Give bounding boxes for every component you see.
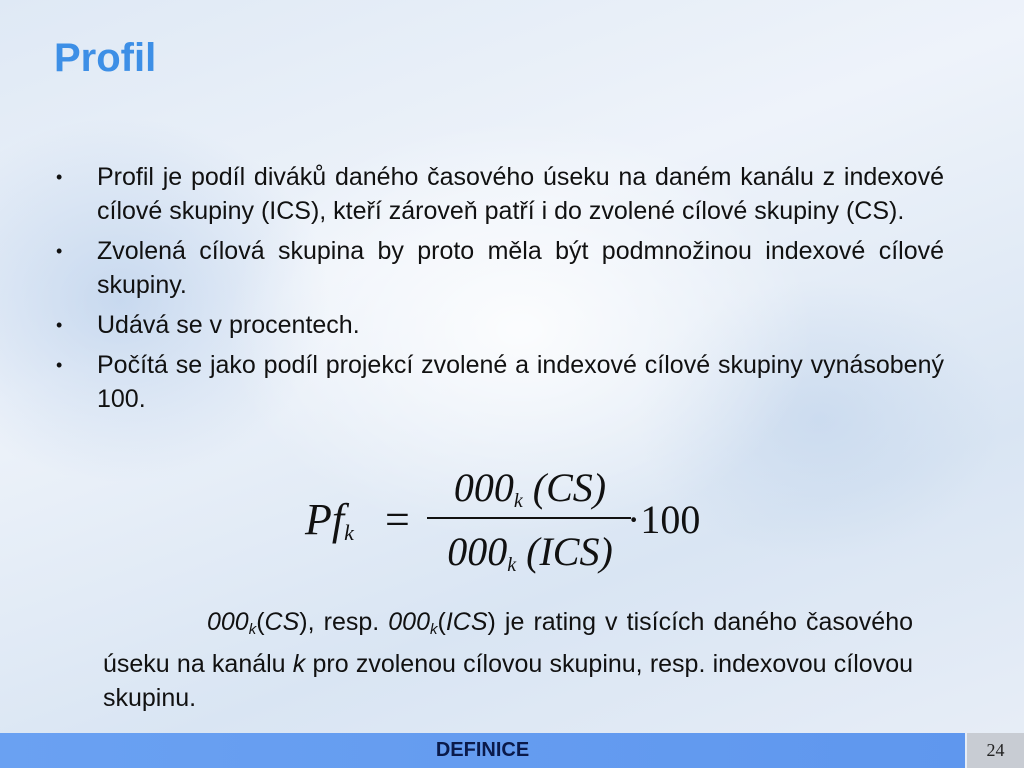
bullet-marker: • <box>56 167 63 187</box>
formula-explanation <box>103 605 913 715</box>
note-text-resp: ), resp. <box>299 608 389 636</box>
bullet-marker: • <box>56 315 63 335</box>
note-term-cs-main: 000 <box>207 608 249 636</box>
note-paren-open: ( <box>256 608 265 636</box>
denominator-arg: (ICS) <box>526 529 613 574</box>
formula-numerator <box>435 464 625 513</box>
formula-denominator <box>425 528 635 577</box>
bullet-item <box>56 160 944 228</box>
bullet-text: Zvolená cílová skupina by proto měla být podmnožinou indexové cílové skupiny. <box>97 237 944 299</box>
denominator-main: 000 <box>447 529 508 574</box>
note-term-k: k <box>292 650 306 678</box>
bullet-item <box>56 348 944 416</box>
formula-lhs <box>305 494 354 546</box>
numerator-sub: k <box>513 490 523 512</box>
bullet-list <box>56 160 944 422</box>
formula-lhs-sub: k <box>344 520 354 545</box>
note-text-tail: pro zvolenou cílovou skupinu, resp. indexovou cílovou skupinu. <box>103 650 914 712</box>
bullet-item <box>56 234 944 302</box>
note-term-ics-main: 000 <box>388 608 430 636</box>
note-term-ics-sub: k <box>430 621 438 638</box>
bullet-item <box>56 308 944 342</box>
bullet-marker: • <box>56 355 63 375</box>
note-term-cs <box>207 608 256 636</box>
profile-formula <box>305 462 745 582</box>
note-term-cs-sub: k <box>248 621 257 638</box>
note-paren-open-2: ( <box>437 608 446 636</box>
bullet-text: Profil je podíl diváků daného časového úseku na daném kanálu z indexové cílové skupiny (ICS), kteří zároveň patří i do zvolené cílové skupiny (CS). <box>97 163 944 225</box>
denominator-sub: k <box>507 554 517 576</box>
bullet-marker: • <box>56 241 63 261</box>
bullet-text: Udává se v procentech. <box>97 311 360 339</box>
note-term-ics <box>388 608 437 636</box>
formula-multiplier: ·100 <box>627 497 701 542</box>
note-text-rating: ) je rating v tisících daného časového úseku na kanálu <box>103 608 913 678</box>
bullet-text: Počítá se jako podíl projekcí zvolené a indexové cílové skupiny vynásobený 100. <box>97 351 944 413</box>
numerator-arg: (CS) <box>532 465 607 510</box>
formula-lhs-main: Pf <box>305 495 345 544</box>
note-term-ics-arg: ICS <box>445 608 488 636</box>
footer-section-label: DEFINICE <box>435 739 530 761</box>
formula-equals: = <box>385 495 410 544</box>
numerator-main: 000 <box>453 465 514 510</box>
page-number: 24 <box>967 733 1024 768</box>
note-term-cs-arg: CS <box>264 608 300 636</box>
slide-footer <box>0 733 1024 768</box>
fraction-bar <box>427 517 631 519</box>
slide-title: Profil <box>54 36 157 80</box>
